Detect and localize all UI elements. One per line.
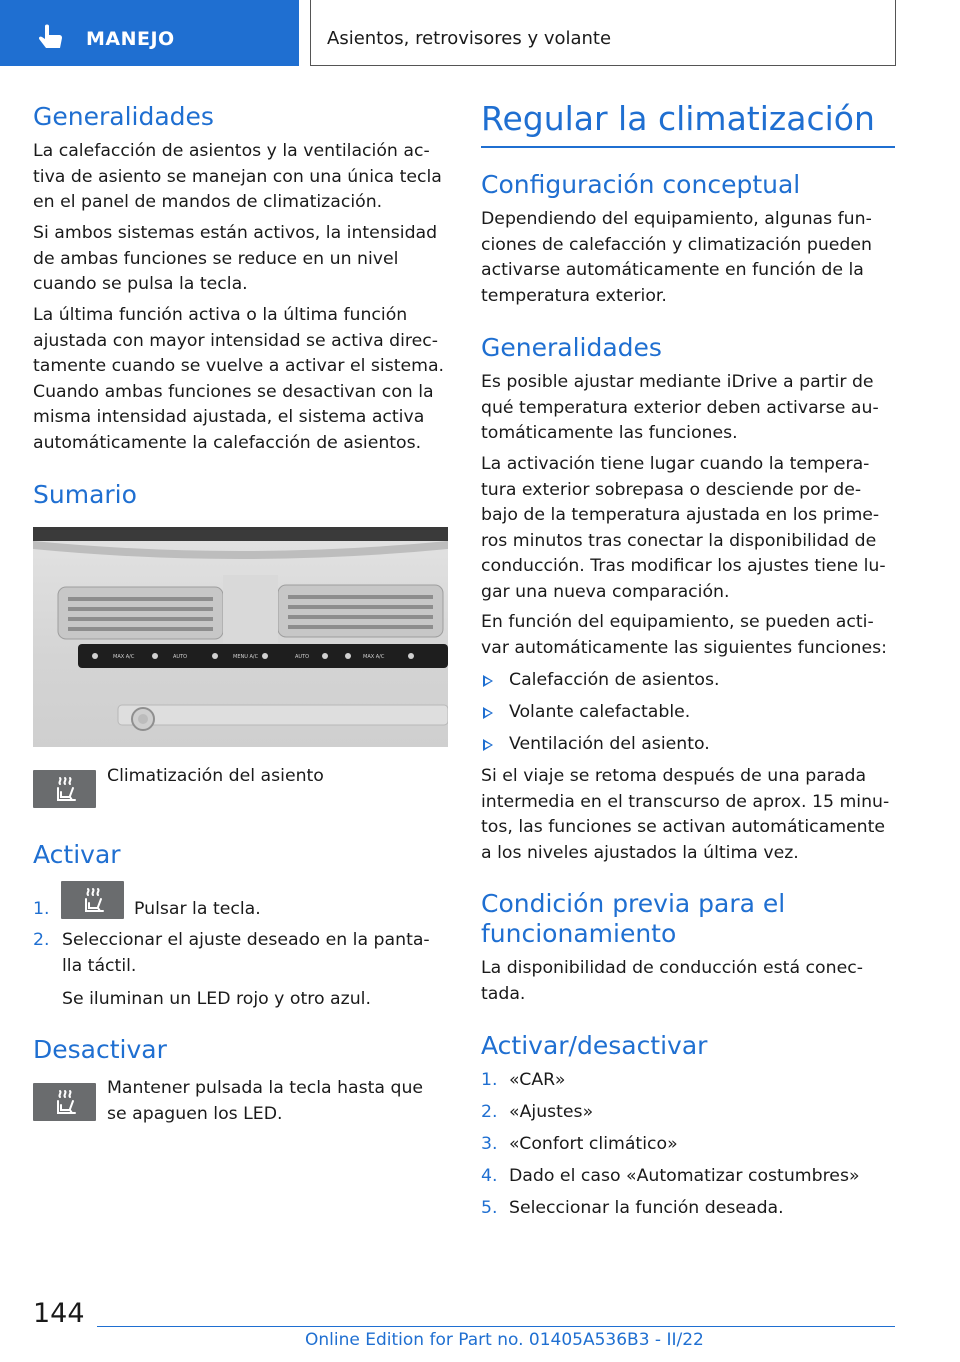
heading-desactivar: Desactivar (33, 1035, 167, 1064)
step-text: Seleccionar la función deseada. (509, 1198, 784, 1218)
seat-climate-button (61, 881, 124, 919)
section-tab (0, 0, 299, 66)
icon-caption: Climatización del asiento (107, 766, 324, 786)
paragraph: Si ambos sistemas están activos, la intensidad de ambas funciones se reduce en un nivel cuando se pulsa la tecla. (33, 223, 438, 294)
heading-regular-climatizacion: Regular la climatización (481, 99, 875, 138)
hand-pointer-icon (36, 24, 66, 52)
step-number: 2. (33, 930, 50, 950)
paragraph: La última función activa o la última función ajustada con mayor intensidad se activa direc-tamente cuando se vuelve a activar el sistema. Cuando ambas funciones se desactivan con la misma intensidad ajustada, el sistema activa automáticamente la calefacción de asientos. (33, 305, 445, 453)
triangle-bullet-icon (483, 739, 493, 751)
paragraph: La activación tiene lugar cuando la tempera-tura exterior sobrepasa o desciende por de-bajo de la temperatura ajustada en los prime-ros minutos tras conectar la disponibilidad de conducción. Tras modificar los ajustes tiene lu-gar una nueva comparación. (481, 454, 886, 602)
seat-climate-button (33, 1083, 96, 1121)
paragraph: En función del equipamiento, se pueden acti-var automáticamente las siguientes funciones: (481, 612, 887, 658)
heading-configuracion: Configuración conceptual (481, 170, 801, 199)
heading-sumario: Sumario (33, 480, 137, 509)
seat-climate-button (33, 770, 96, 808)
paragraph: Es posible ajustar mediante iDrive a partir de qué temperatura exterior deben activarse au-tomáticamente las funciones. (481, 372, 879, 443)
section-title: MANEJO (86, 28, 175, 50)
seat-climate-icon (76, 883, 110, 917)
panel-label: MENU A/C (233, 654, 259, 660)
footer-rule (97, 1326, 895, 1327)
step-text: Seleccionar el ajuste deseado en la panta-lla táctil. (62, 930, 430, 976)
seat-climate-icon (48, 1085, 82, 1119)
step-text: «CAR» (509, 1070, 566, 1090)
footer-edition: Online Edition for Part no. 01405A536B3 - II/22 (305, 1330, 704, 1350)
heading-activar: Activar (33, 840, 121, 869)
heading-condicion: Condición previa para el (481, 889, 786, 918)
step-text: «Confort climático» (509, 1134, 678, 1154)
seat-climate-icon (48, 772, 82, 806)
panel-label: MAX A/C (113, 654, 135, 660)
paragraph: La calefacción de asientos y la ventilación ac-tiva de asiento se manejan con una única tecla en el panel de mandos de climatización. (33, 141, 442, 212)
list-item: Volante calefactable. (509, 702, 691, 722)
step-note: Se iluminan un LED rojo y otro azul. (62, 989, 371, 1009)
triangle-bullet-icon (483, 707, 493, 719)
step-number: 1. (33, 899, 50, 919)
heading-rule (481, 146, 895, 148)
panel-label: AUTO (295, 654, 310, 660)
paragraph: La disponibilidad de conducción está conec-tada. (481, 958, 863, 1004)
step-number: 1. (481, 1070, 498, 1090)
step-number: 2. (481, 1102, 498, 1122)
page-number: 144 (33, 1298, 85, 1329)
climate-panel-photo (33, 527, 448, 747)
list-item: Calefacción de asientos. (509, 670, 720, 690)
step-number: 5. (481, 1198, 498, 1218)
step-text: «Ajustes» (509, 1102, 594, 1122)
step-number: 3. (481, 1134, 498, 1154)
list-item: Ventilación del asiento. (509, 734, 710, 754)
paragraph: Si el viaje se retoma después de una parada intermedia en el transcurso de aprox. 15 minu-tos, las funciones se activan automáticamente a los niveles ajustados la última vez. (481, 766, 890, 863)
paragraph: Mantener pulsada la tecla hasta que se apaguen los LED. (107, 1078, 424, 1124)
paragraph: Dependiendo del equipamiento, algunas fun-ciones de calefacción y climatización pueden activarse automáticamente en función de la temperatura exterior. (481, 209, 872, 306)
step-number: 4. (481, 1166, 498, 1186)
chapter-box (310, 0, 896, 66)
step-text: Dado el caso «Automatizar costumbres» (509, 1166, 860, 1186)
step-text: Pulsar la tecla. (134, 899, 261, 919)
panel-label: AUTO (173, 654, 188, 660)
panel-label: MAX A/C (363, 654, 385, 660)
heading-activar-desactivar: Activar/desactivar (481, 1031, 708, 1060)
chapter-title: Asientos, retrovisores y volante (327, 28, 612, 49)
heading-condicion-2: funcionamiento (481, 919, 677, 948)
triangle-bullet-icon (483, 675, 493, 687)
heading-generalidades-2: Generalidades (481, 333, 662, 362)
heading-generalidades: Generalidades (33, 102, 214, 131)
